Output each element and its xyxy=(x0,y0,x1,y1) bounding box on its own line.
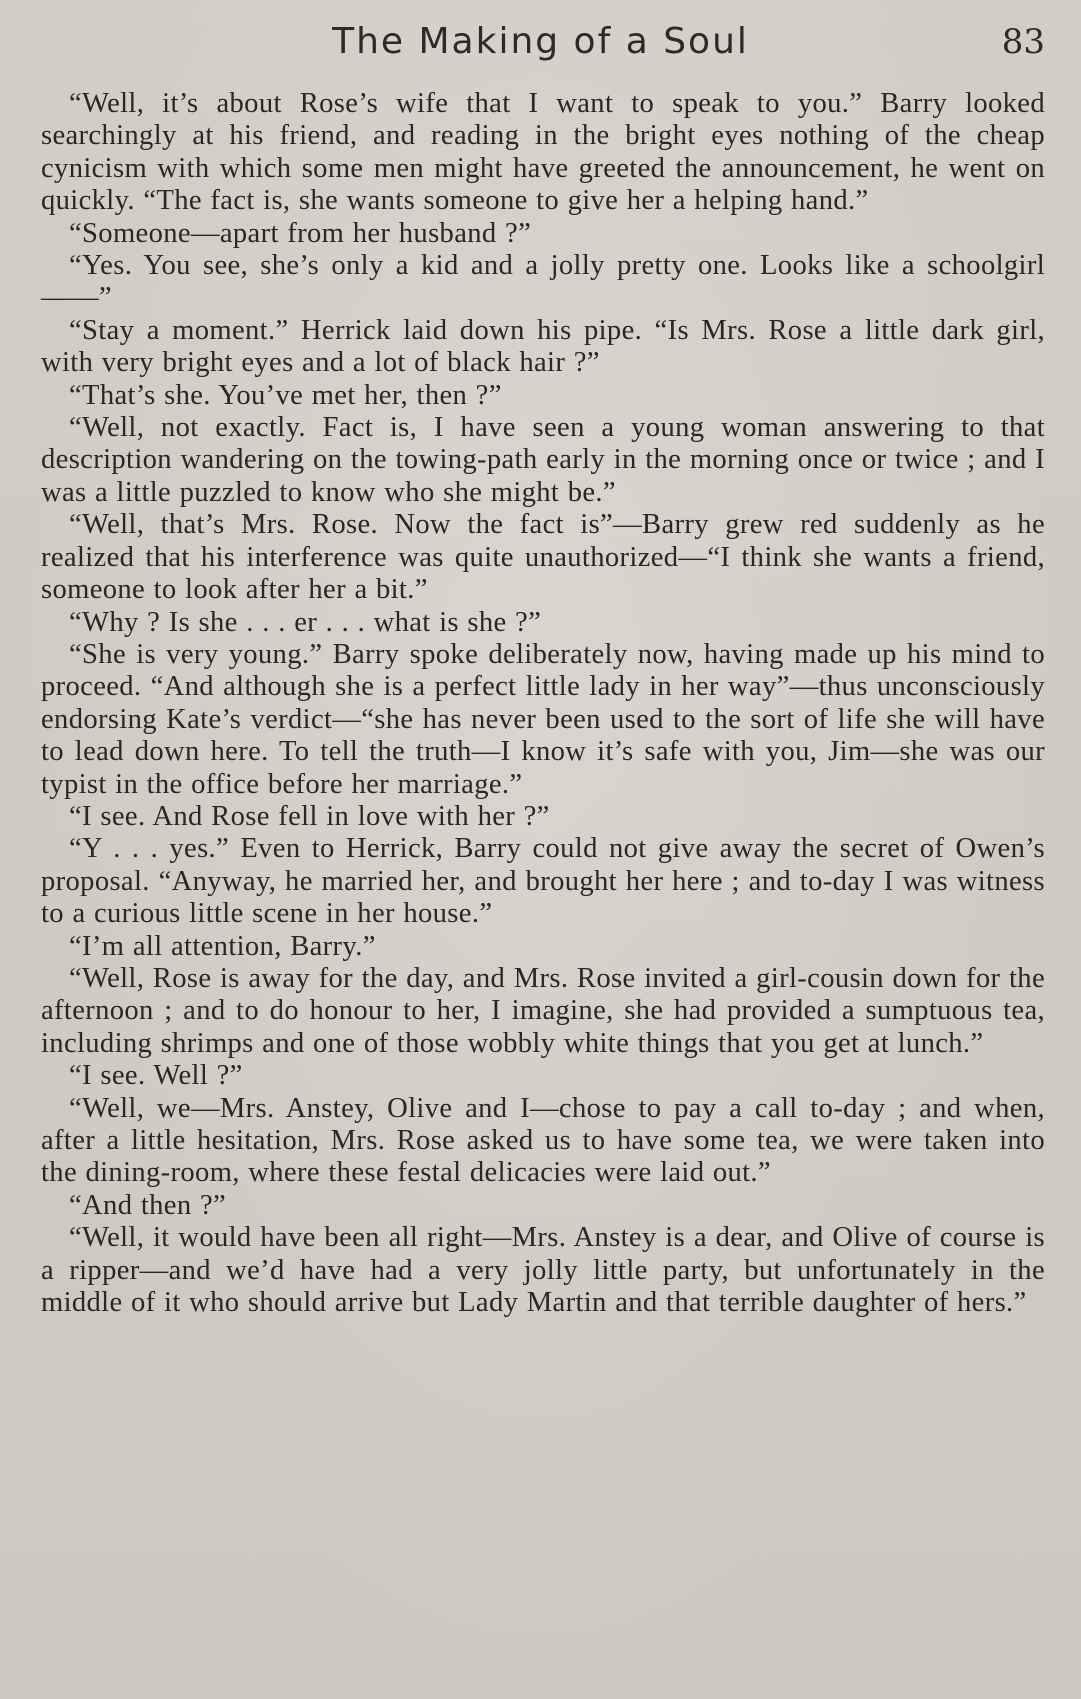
paragraph: “And then ?” xyxy=(69,1189,227,1221)
paragraph: “Yes. You see, she’s only a kid and a jolly pretty one. Looks like a schoolgirl——” xyxy=(41,250,1045,314)
paragraph: “Why ? Is she . . . er . . . what is she ?” xyxy=(69,606,542,638)
running-head xyxy=(0,14,1081,70)
paragraph: “Well, that’s Mrs. Rose. Now the fact is”—Barry grew red suddenly as he realized that his interference was quite unauthorized—“I think she wants a friend, someone to look after her a bit.” xyxy=(41,509,1045,606)
paragraph: “Y . . . yes.” Even to Herrick, Barry could not give away the secret of Owen’s proposal. “Anyway, he married her, and brought her here ; and to-day I was witness to a curious little scene in her house.” xyxy=(41,833,1045,930)
paragraph: “I see. And Rose fell in love with her ?” xyxy=(69,800,550,832)
paragraph: “She is very young.” Barry spoke deliberately now, having made up his mind to proceed. “And although she is a perfect little lady in her way”—thus unconsciously endorsing Kate’s verdict—“she has never been used to the sort of life she will have to lead down here. To tell the truth—I know it’s safe with you, Jim—she was our typist in the office before her marriage.” xyxy=(41,638,1045,800)
running-title: The Making of a Soul xyxy=(332,21,749,62)
paragraph: “I’m all attention, Barry.” xyxy=(69,930,376,962)
paragraph: “Well, we—Mrs. Anstey, Olive and I—chose to pay a call to-day ; and when, after a little hesitation, Mrs. Rose asked us to have some tea, we were taken into the dining-room, where these festal delicacies were laid out.” xyxy=(41,1092,1045,1189)
paragraph: “Well, Rose is away for the day, and Mrs. Rose invited a girl-cousin down for the afternoon ; and to do honour to her, I imagine, she had provided a sumptuous tea, including shrimps and one of those wobbly white things that you get at lunch.” xyxy=(41,962,1045,1059)
paragraph: “That’s she. You’ve met her, then ?” xyxy=(69,379,502,411)
body-text xyxy=(41,88,1045,1319)
paragraph: “Stay a moment.” Herrick laid down his pipe. “Is Mrs. Rose a little dark girl, with very bright eyes and a lot of black hair ?” xyxy=(41,314,1045,379)
paragraph: “Someone—apart from her husband ?” xyxy=(69,217,532,249)
page-number: 83 xyxy=(1001,22,1045,62)
paragraph: “Well, it’s about Rose’s wife that I want to speak to you.” Barry looked searchingly at his friend, and reading in the bright eyes nothing of the cheap cynicism with which some men might have greeted the announcement, he went on quickly. “The fact is, she wants someone to give her a helping hand.” xyxy=(41,88,1045,217)
paragraph: “I see. Well ?” xyxy=(69,1060,243,1092)
paragraph: “Well, it would have been all right—Mrs. Anstey is a dear, and Olive of course is a ripper—and we’d have had a very jolly little party, but unfortunately in the middle of it who should arrive but Lady Martin and that terrible daughter of hers.” xyxy=(41,1222,1045,1319)
paragraph: “Well, not exactly. Fact is, I have seen a young woman answering to that description wandering on the towing-path early in the morning once or twice ; and I was a little puzzled to know who she might be.” xyxy=(41,412,1045,508)
